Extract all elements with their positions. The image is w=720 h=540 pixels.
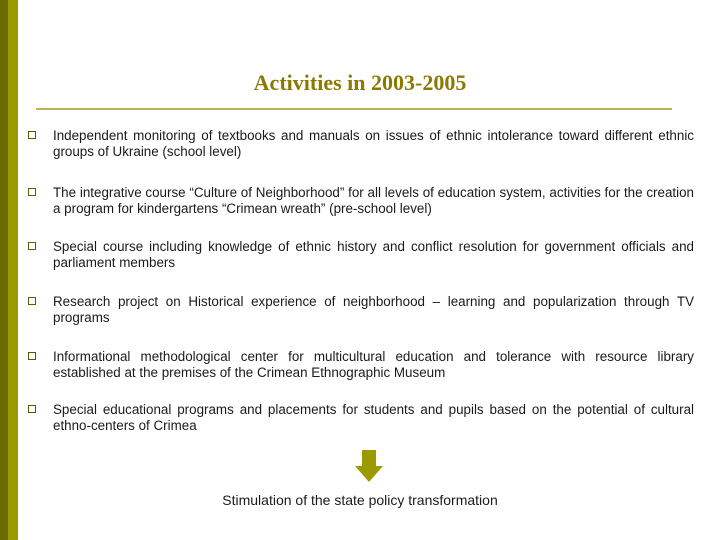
conclusion-text: Stimulation of the state policy transformation xyxy=(222,492,498,508)
bullet-text: Independent monitoring of textbooks and manuals on issues of ethnic intolerance toward different ethnic groups of Ukraine (school level) xyxy=(53,128,694,159)
square-bullet-icon xyxy=(28,352,36,360)
square-bullet-icon xyxy=(28,297,36,305)
bullet-text: The integrative course “Culture of Neighborhood” for all levels of education system, activities for the creation a program for kindergartens “Crimean wreath” (pre-school level) xyxy=(53,185,694,216)
square-bullet-icon xyxy=(28,188,36,196)
bullet-text: Special educational programs and placements for students and pupils based on the potential of cultural ethno-centers of Crimea xyxy=(53,402,694,433)
square-bullet-icon xyxy=(28,405,36,413)
title-divider xyxy=(36,108,672,110)
bullet-text: Informational methodological center for multicultural education and tolerance with resource library established at the premises of the Crimean Ethnographic Museum xyxy=(53,349,694,380)
bullet-text: Special course including knowledge of ethnic history and conflict resolution for government officials and parliament members xyxy=(53,239,694,270)
slide-title: Activities in 2003-2005 xyxy=(253,70,467,95)
square-bullet-icon xyxy=(28,242,36,250)
bullet-text: Research project on Historical experience of neighborhood – learning and popularization through TV programs xyxy=(53,294,694,325)
square-bullet-icon xyxy=(28,131,36,139)
arrow-down-icon xyxy=(355,450,383,482)
